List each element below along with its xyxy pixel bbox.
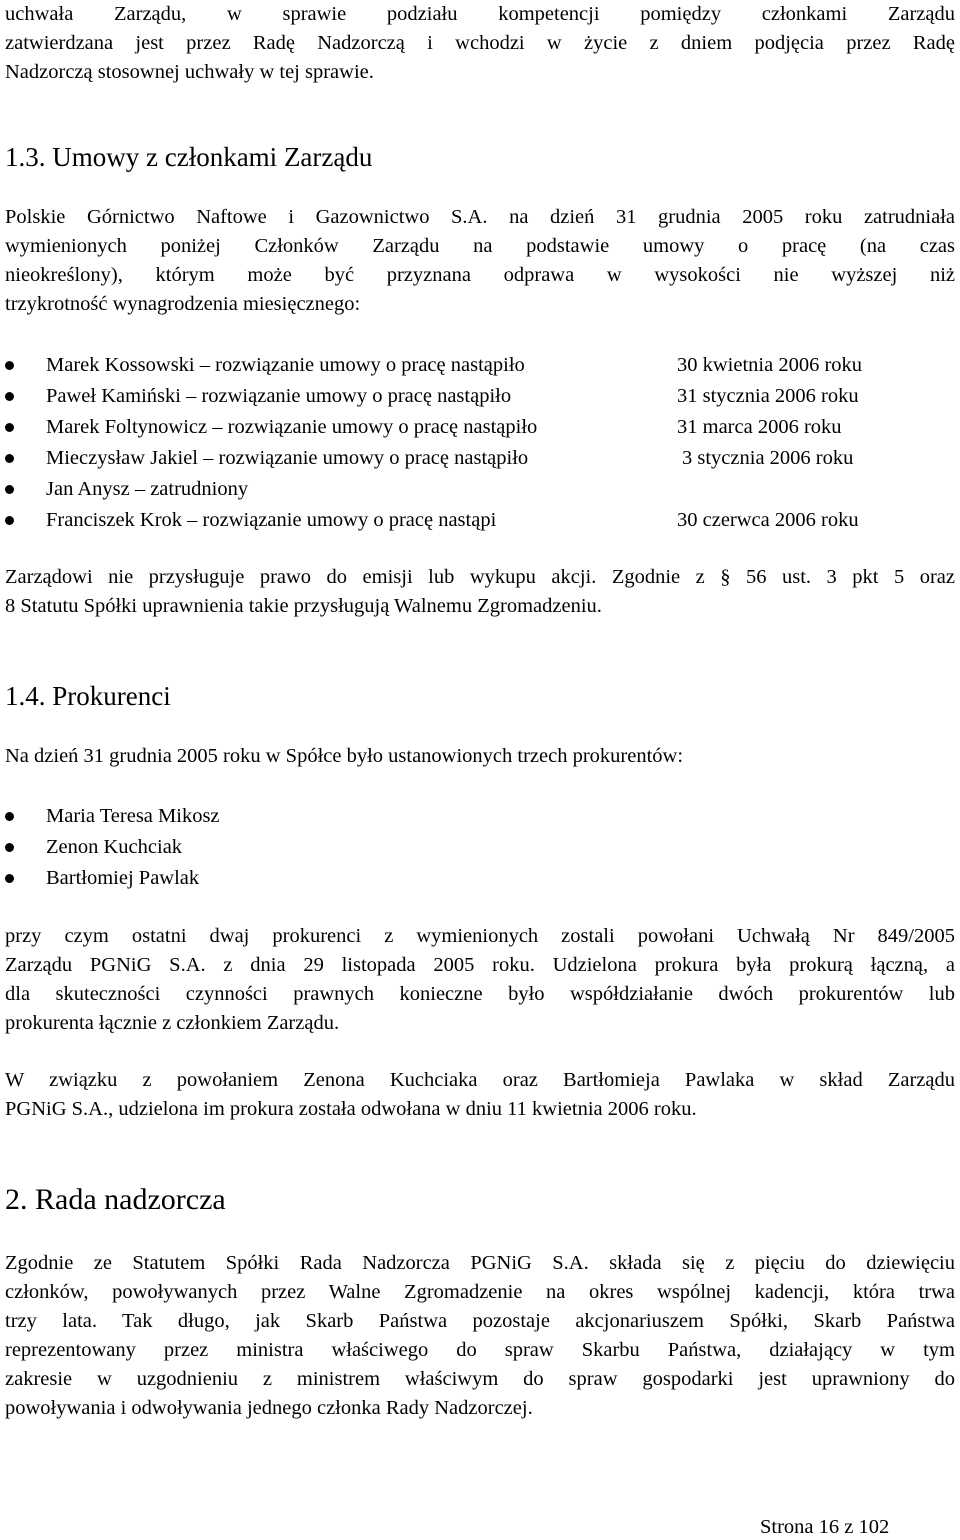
bullet-icon — [5, 812, 14, 821]
text-line: Polskie Górnictwo Naftowe i Gazownictwo S.A. na dzień 31 grudnia 2005 roku zatrudniała — [5, 206, 955, 228]
proxy-revocation-paragraph — [5, 1066, 955, 1124]
text-line: 8 Statutu Spółki uprawnienia takie przysługują Walnemu Zgromadzeniu. — [5, 595, 602, 617]
list-item — [0, 350, 955, 381]
text-line: zakresie w uzgodnieniu z ministrem właściwym do spraw gospodarki jest uprawniony do — [5, 1368, 955, 1390]
rights-paragraph — [5, 563, 955, 621]
text-line: Zgodnie ze Statutem Spółki Rada Nadzorcza PGNiG S.A. składa się z pięciu do dziewięciu — [5, 1252, 955, 1274]
member-text: Mieczysław Jakiel – rozwiązanie umowy o pracę nastąpiło — [46, 447, 529, 469]
list-item — [0, 381, 955, 412]
text-line: uchwała Zarządu, w sprawie podziału kompetencji pomiędzy członkami Zarządu — [5, 3, 955, 25]
list-item — [0, 801, 955, 832]
list-item — [0, 863, 955, 894]
member-text: Paweł Kamiński – rozwiązanie umowy o pracę nastąpiło — [46, 385, 512, 407]
member-text: Marek Kossowski – rozwiązanie umowy o pracę nastąpiło — [46, 354, 525, 376]
text-line: zatwierdzana jest przez Radę Nadzorczą i wchodzi w życie z dniem podjęcia przez Radę — [5, 32, 955, 54]
text-line: dla skuteczności czynności prawnych konieczne było współdziałanie dwóch prokurentów lub — [5, 983, 955, 1005]
text-line: przy czym ostatni dwaj prokurenci z wymienionych zostali powołani Uchwałą Nr 849/2005 — [5, 925, 955, 947]
text-line: wymienionych poniżej Członków Zarządu na podstawie umowy o pracę (na czas — [5, 235, 955, 257]
proxy-name: Bartłomiej Pawlak — [46, 867, 200, 889]
bullet-icon — [5, 423, 14, 432]
member-date: 30 kwietnia 2006 roku — [677, 354, 863, 376]
list-item — [0, 443, 955, 474]
proxies-list — [0, 801, 955, 894]
member-text: Jan Anysz – zatrudniony — [46, 478, 249, 500]
section-heading-2: 2. Rada nadzorcza — [5, 1183, 226, 1216]
intro-paragraph — [5, 0, 955, 87]
text-line: Na dzień 31 grudnia 2005 roku w Spółce było ustanowionych trzech prokurentów: — [5, 745, 684, 767]
bullet-icon — [5, 454, 14, 463]
member-date: 30 czerwca 2006 roku — [677, 509, 859, 531]
text-line: trzy lata. Tak długo, jak Skarb Państwa pozostaje akcjonariuszem Spółki, Skarb Państwa — [5, 1310, 955, 1332]
text-line: W związku z powołaniem Zenona Kuchciaka oraz Bartłomieja Pawlaka w skład Zarządu — [5, 1069, 955, 1091]
text-line: PGNiG S.A., udzielona im prokura została odwołana w dniu 11 kwietnia 2006 roku. — [5, 1098, 697, 1120]
section-heading-1-4: 1.4. Prokurenci — [5, 681, 171, 711]
member-date: 31 stycznia 2006 roku — [677, 385, 859, 407]
text-line: Zarządu PGNiG S.A. z dnia 29 listopada 2005 roku. Udzielona prokura była prokurą łączną, a — [5, 954, 955, 976]
proxies-intro — [5, 742, 955, 771]
supervisory-board-paragraph — [5, 1249, 955, 1423]
proxy-details-paragraph — [5, 922, 955, 1038]
text-line: reprezentowany przez ministra właściwego do spraw Skarbu Państwa, działający w tym — [5, 1339, 955, 1361]
text-line: prokurenta łącznie z członkiem Zarządu. — [5, 1012, 340, 1034]
text-line: powoływania i odwoływania jednego członka Rady Nadzorczej. — [5, 1397, 533, 1419]
bullet-icon — [5, 874, 14, 883]
bullet-icon — [5, 485, 14, 494]
list-item — [0, 832, 955, 863]
bullet-icon — [5, 516, 14, 525]
bullet-icon — [5, 392, 14, 401]
text-line: członków, powoływanych przez Walne Zgromadzenie na okres wspólnej kadencji, która trwa — [5, 1281, 955, 1303]
bullet-icon — [5, 361, 14, 370]
text-line: nieokreślony), którym może być przyznana odprawa w wysokości nie wyższej niż — [5, 264, 955, 286]
section-heading-1-3: 1.3. Umowy z członkami Zarządu — [5, 142, 373, 172]
list-item — [0, 412, 955, 443]
proxy-name: Maria Teresa Mikosz — [46, 805, 220, 827]
board-members-list — [0, 350, 955, 536]
member-text: Franciszek Krok – rozwiązanie umowy o pracę nastąpi — [46, 509, 497, 531]
text-line: Zarządowi nie przysługuje prawo do emisji lub wykupu akcji. Zgodnie z § 56 ust. 3 pkt 5 oraz — [5, 566, 955, 588]
proxy-name: Zenon Kuchciak — [46, 836, 183, 858]
member-text: Marek Foltynowicz – rozwiązanie umowy o pracę nastąpiło — [46, 416, 538, 438]
list-item — [0, 505, 955, 536]
bullet-icon — [5, 843, 14, 852]
member-date: 3 stycznia 2006 roku — [682, 447, 854, 469]
text-line: Nadzorczą stosownej uchwały w tej sprawie. — [5, 61, 374, 83]
member-date: 31 marca 2006 roku — [677, 416, 842, 438]
text-line: trzykrotność wynagrodzenia miesięcznego: — [5, 293, 361, 315]
page-number: Strona 16 z 102 — [760, 1516, 890, 1538]
list-item — [0, 474, 955, 505]
employment-paragraph — [5, 203, 955, 319]
